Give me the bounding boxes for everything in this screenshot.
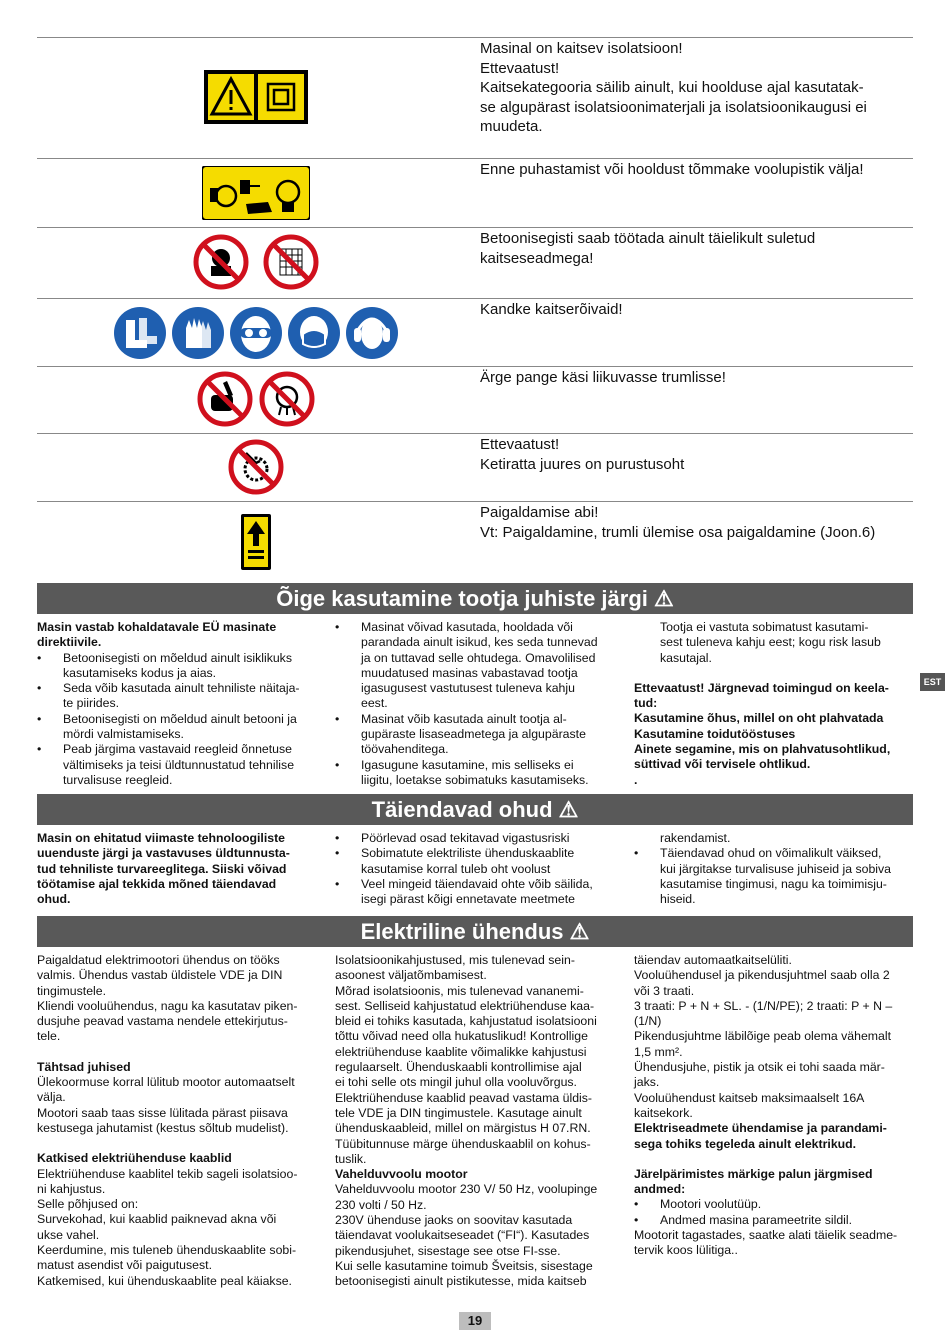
symbol-text xyxy=(480,368,910,388)
paragraph-line: Kliendi vooluühendus, nagu ka kasutatav piken- xyxy=(37,998,298,1013)
paragraph-line: ei tohi selle ots mingil juhul olla vooluvõrgus. xyxy=(335,1075,577,1090)
safety-boots-icon xyxy=(113,306,167,360)
symbol-line: Vt: Paigaldamine, trumli ülemise osa paigaldamine (Joon.6) xyxy=(480,523,876,541)
safety-goggles-icon xyxy=(229,306,283,360)
subheading-line: Elektriseadmete ühendamise ja parandami- xyxy=(634,1121,887,1136)
paragraph-line: tuslik. xyxy=(335,1151,367,1166)
paragraph-line: töötamise ajal tekkida mõned täiendavad xyxy=(37,876,277,891)
list-item: • Veel mingeid täiendavaid ohte võib säilida, isegi pärast kõigi ennetavate meetmete xyxy=(335,877,620,908)
symbol-line: Paigaldamise abi! xyxy=(480,504,599,521)
symbol-row-installation xyxy=(37,501,913,582)
paragraph-line: uuenduste järgi ja vastavuses üldtunnusta- xyxy=(37,846,290,861)
paragraph-line: regulaarselt. Ühenduskaabli kontrollimise ajal xyxy=(335,1060,582,1075)
unplug-before-cleaning-icon xyxy=(202,166,310,220)
list-item: • Seda võib kasutada ainult tehniliste näitaja- te piirides. xyxy=(37,681,317,712)
paragraph-line: ohud. xyxy=(37,892,71,907)
symbol-line: Masinal on kaitsev isolatsioon! xyxy=(480,40,683,57)
intended-use-column-1 xyxy=(37,620,317,788)
paragraph-line: Tüübitunnuse märge ühenduskaablil on kohus- xyxy=(335,1136,591,1151)
symbol-row-guard xyxy=(37,227,913,298)
paragraph-line: elektriühenduse kaablite võimalikke kahjustusi xyxy=(335,1044,587,1059)
symbol-icons xyxy=(37,166,475,220)
no-hands-in-drum-icon xyxy=(197,371,253,427)
paragraph-line: Mootorit tagastades, saatke alati täielik seadme- xyxy=(634,1228,898,1243)
paragraph-line: Elektriühenduse kaablitel tekib sageli isolatsioo- xyxy=(37,1166,298,1181)
symbol-line: Ettevaatust! xyxy=(480,59,560,77)
symbol-text xyxy=(480,300,910,320)
symbol-line: Kandke kaitserõivaid! xyxy=(480,301,623,318)
language-tab: EST xyxy=(920,673,945,691)
symbol-row-isolation xyxy=(37,37,913,158)
double-insulation-icon xyxy=(204,70,308,124)
paragraph-line: tingimustele. xyxy=(37,983,107,998)
paragraph-line: kestusega jahutamist (kestus sõltub mudelist). xyxy=(37,1120,289,1135)
symbol-line: se algupärast isolatsioonimaterjali ja isolatsioonikaugusi ei xyxy=(480,98,867,116)
paragraph-line: matust asendist või paigutusest. xyxy=(37,1258,212,1273)
symbol-line: Ketiratta juures on purustusoht xyxy=(480,455,685,473)
symbol-icons xyxy=(37,514,475,570)
paragraph-line: Elektriühenduse kaablid peavad vastama üldis- xyxy=(335,1090,593,1105)
paragraph-line: Mõrad isolatsioonis, mis tulenevad vananemi- xyxy=(335,983,584,998)
warning-line: Ainete segamine, mis on plahvatusohtlikud, xyxy=(634,742,891,757)
paragraph-line: Vahelduvvoolu mootor 230 V/ 50 Hz, voolupinge xyxy=(335,1182,598,1197)
paragraph-line: betoonisegisti ainult pistikutesse, mida kaitseb xyxy=(335,1274,587,1289)
symbol-icons xyxy=(37,234,475,290)
continued-list-text: Tootja ei vastuta sobimatust kasutami- sest tuleneva kahju eest; kogu risk lasub kasutajal. xyxy=(660,620,881,665)
paragraph-line: tele. xyxy=(37,1029,61,1044)
paragraph-line: 230V ühenduse jaoks on soovitav kasutada xyxy=(335,1213,573,1228)
symbol-row-ppe xyxy=(37,298,913,366)
safety-gloves-icon xyxy=(171,306,225,360)
residual-risks-column-3 xyxy=(634,831,914,907)
paragraph-line: tele VDE ja DIN tingimustele. Kasutage ainult xyxy=(335,1105,582,1120)
warning-line: süttivad või tervisele ohtlikud. xyxy=(634,757,811,772)
symbol-row-unplug xyxy=(37,158,913,227)
warning-line: Kasutamine toidutööstuses xyxy=(634,726,796,741)
electrical-column-1 xyxy=(37,953,327,1289)
warning-line: Ettevaatust! Järgnevad toimingud on keela- xyxy=(634,680,889,695)
paragraph-line: Ühendusjuhe, pistik ja otsik ei tohi saada mär- xyxy=(634,1060,885,1075)
paragraph-line: jaks. xyxy=(634,1075,660,1090)
symbol-line: muudeta. xyxy=(480,118,543,135)
paragraph-line: (1/N) xyxy=(634,1014,662,1029)
symbol-line: kaitseseadmega! xyxy=(480,249,594,267)
list-item: • Masinat võivad kasutada, hooldada või parandada ainult isikud, kes seda tunnevad ja on tuttavad selle ohtudega. Omavolilised muudatused masinas vabastavad tootja igasugusest vastutusest tuleneva kahju eest. xyxy=(335,620,620,712)
paragraph-line: Mootori saab taas sisse lülitada pärast piisava xyxy=(37,1105,288,1120)
symbol-text xyxy=(480,160,910,180)
list-item: • Andmed masina parameetrite sildil. xyxy=(634,1213,914,1228)
subheading-line: Katkised elektriühenduse kaablid xyxy=(37,1151,232,1166)
list-item: • Täiendavad ohud on võimalikult väiksed, kui järgitakse turvalisuse juhiseid ja sobiva kasutamise tingimusi, nagu ka toimimisju- hiseid. xyxy=(634,846,914,907)
paragraph-line: pikendusjuhet, sisestage see otse FI-sse. xyxy=(335,1243,561,1258)
subheading-line: sega tohiks tegeleda ainult elektrikud. xyxy=(634,1136,857,1151)
paragraph-line: direktiivile. xyxy=(37,635,102,650)
no-operation-without-cover-icon xyxy=(263,234,319,290)
paragraph-line: dusjuhe peavad vastama nendele ettekirjutus- xyxy=(37,1014,288,1029)
symbol-line: Enne puhastamist või hooldust tõmmake voolupistik välja! xyxy=(480,161,864,178)
paragraph-line: tervik koos lülitiga.. xyxy=(634,1243,738,1258)
paragraph-line: valmis. Ühendus vastab üldistele VDE ja DIN xyxy=(37,968,283,983)
intended-use-column-3 xyxy=(634,620,914,788)
symbol-icons xyxy=(37,306,475,360)
dust-mask-icon xyxy=(287,306,341,360)
list-item: • Mootori voolutüüp. xyxy=(634,1197,914,1212)
paragraph-line: ni kahjustus. xyxy=(37,1181,106,1196)
section-heading-intended-use: Õige kasutamine tootja juhiste järgi ⚠ xyxy=(37,583,913,614)
paragraph-line: sest. Selliseid kahjustatud elektriühenduse kaa- xyxy=(335,998,595,1013)
symbol-icons xyxy=(37,70,475,124)
continued-list-text: rakendamist. xyxy=(660,831,731,845)
subheading-line: andmed: xyxy=(634,1182,686,1197)
paragraph-line: tõttu võivad need olla hukatuslikud! Kontrollige xyxy=(335,1029,588,1044)
paragraph-line: välja. xyxy=(37,1090,66,1105)
paragraph-line: Vooluühendust kaitseb maksimaalselt 16A xyxy=(634,1090,865,1105)
intended-use-column-2 xyxy=(335,620,620,788)
paragraph-line: 230 volti / 50 Hz. xyxy=(335,1197,427,1212)
paragraph-line: ühenduskaableid, millel on märgistus H 07.RN. xyxy=(335,1121,591,1136)
electrical-column-2 xyxy=(335,953,625,1290)
paragraph-line: Keerdumine, mis tuleneb ühenduskaablite sobi- xyxy=(37,1243,297,1258)
section-heading-residual-risks: Täiendavad ohud ⚠ xyxy=(37,794,913,825)
paragraph-line: Kui selle kasutamine toimub Šveitsis, sisestage xyxy=(335,1258,593,1273)
section-heading-electrical: Elektriline ühendus ⚠ xyxy=(37,916,913,947)
symbol-icons xyxy=(37,371,475,427)
symbol-row-hands xyxy=(37,366,913,433)
safety-symbols-table xyxy=(37,37,913,582)
list-item: • Peab järgima vastavaid reegleid õnnetuse vältimiseks ja teisi üldtunnustatud tehnilise turvalisuse reegleid. xyxy=(37,742,317,788)
list-item: • Sobimatute elektriliste ühenduskaablite kasutamise korral tuleb oht voolust xyxy=(335,846,620,877)
list-item: • Igasugune kasutamine, mis selliseks ei liigitu, loetakse sobimatuks kasutamiseks. xyxy=(335,758,620,789)
page-number: 19 xyxy=(459,1312,491,1330)
symbol-line: Betoonisegisti saab töötada ainult täielikult suletud xyxy=(480,230,816,247)
electrical-column-3 xyxy=(634,953,914,1259)
gear-crush-hazard-icon xyxy=(228,439,284,495)
list-item: • Pöörlevad osad tekitavad vigastusriski xyxy=(335,831,620,846)
paragraph-line: asoonest väljatõmbamisest. xyxy=(335,968,487,983)
paragraph-line: bleid ei tohiks kasutada, kahjustatud isolatsiooni xyxy=(335,1014,597,1029)
list-item: • Masinat võib kasutada ainult tootja al- gupäraste lisaseadmetega ja algupäraste töövahenditega. xyxy=(335,712,620,758)
paragraph-line: kaitsekork. xyxy=(634,1105,693,1120)
symbol-text xyxy=(480,503,910,542)
paragraph-line: Katkemised, kui ühenduskaablite peal käiakse. xyxy=(37,1273,292,1288)
list-item: • Betoonisegisti on mõeldud ainult isiklikuks kasutamiseks kodus ja aias. xyxy=(37,651,317,682)
symbol-text xyxy=(480,229,910,268)
list-item: • Betoonisegisti on mõeldud ainult betooni ja mördi valmistamiseks. xyxy=(37,712,317,743)
paragraph-line: või 3 traati. xyxy=(634,983,695,998)
symbol-line: Ettevaatust! xyxy=(480,436,560,453)
no-reaching-into-drum-icon xyxy=(259,371,315,427)
paragraph-line: Masin vastab kohaldatavale EÜ masinate xyxy=(37,620,277,634)
paragraph-line: Paigaldatud elektrimootori ühendus on tööks xyxy=(37,953,280,967)
symbol-line: Ärge pange käsi liikuvasse trumlisse! xyxy=(480,369,726,386)
residual-risks-column-1 xyxy=(37,831,317,907)
paragraph-line: Survekohad, kui kaablid paiknevad akna või xyxy=(37,1212,277,1227)
paragraph-line: Masin on ehitatud viimaste tehnoloogiliste xyxy=(37,831,286,845)
paragraph-line: Selle põhjused on: xyxy=(37,1197,139,1212)
installation-arrow-icon xyxy=(241,514,271,570)
paragraph-line: täiendavat voolukaitseseadet (“FI“). Kasutades xyxy=(335,1228,590,1243)
paragraph-line: 1,5 mm². xyxy=(634,1044,683,1059)
paragraph-line: tud tehniliste turvareeglitega. Siiski võivad xyxy=(37,861,287,876)
paragraph-line: Isolatsioonikahjustused, mis tulenevad sein- xyxy=(335,953,575,967)
warning-line: . xyxy=(634,772,638,787)
warning-line: tud: xyxy=(634,696,658,711)
no-operation-without-guard-icon xyxy=(193,234,249,290)
paragraph-line: ukse vahel. xyxy=(37,1227,100,1242)
residual-risks-column-2 xyxy=(335,831,620,907)
paragraph-line: 3 traati: P + N + SL. - (1/N/PE); 2 traati: P + N – xyxy=(634,998,893,1013)
subheading-line: Tähtsad juhised xyxy=(37,1059,131,1074)
warning-line: Kasutamine õhus, millel on oht plahvatada xyxy=(634,711,884,726)
subheading-line: Järelpärimistes märkige palun järgmised xyxy=(634,1166,873,1181)
symbol-text xyxy=(480,39,910,137)
paragraph-line: Pikendusjuhtme läbilõige peab olema vähemalt xyxy=(634,1029,892,1044)
subheading-line: Vahelduvvoolu mootor xyxy=(335,1167,468,1182)
ear-protection-icon xyxy=(345,306,399,360)
symbol-line: Kaitsekategooria säilib ainult, kui hoolduse ajal kasutatak- xyxy=(480,79,864,96)
symbol-text xyxy=(480,435,910,474)
paragraph-line: Ülekoormuse korral lülitub mootor automaatselt xyxy=(37,1075,295,1090)
paragraph-line: täiendav automaatkaitselüliti. xyxy=(634,953,792,967)
paragraph-line: Vooluühendusel ja pikendusjuhtmel saab olla 2 xyxy=(634,968,890,983)
symbol-icons xyxy=(37,439,475,495)
symbol-row-sprocket xyxy=(37,433,913,501)
